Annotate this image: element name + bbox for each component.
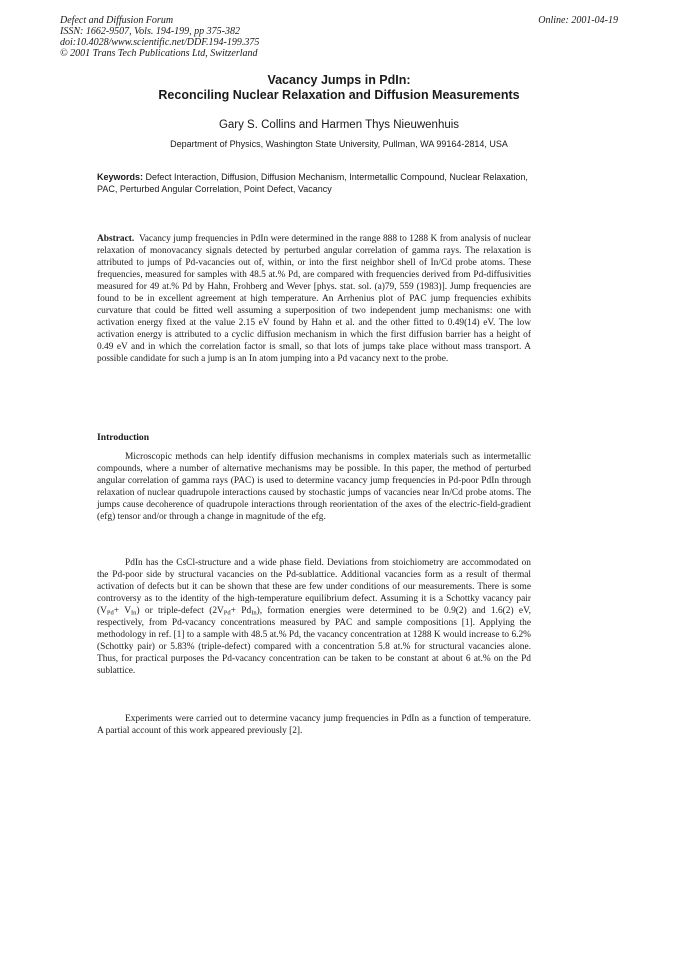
paper-title-line2: Reconciling Nuclear Relaxation and Diffusion Measurements	[158, 88, 520, 102]
issn-line: ISSN: 1662-9507, Vols. 194-199, pp 375-382	[60, 26, 240, 37]
p2-text-2: + V	[113, 606, 132, 616]
abstract-block	[97, 233, 531, 365]
abstract-label: Abstract.	[97, 234, 135, 244]
paper-title-line1: Vacancy Jumps in PdIn:	[267, 73, 411, 87]
p2-text-3: ) or triple-defect (2V	[136, 606, 224, 616]
journal-name: Defect and Diffusion Forum	[60, 15, 174, 26]
p2-sub-1: Pd	[106, 609, 114, 617]
affiliation: Department of Physics, Washington State University, Pullman, WA 99164-2814, USA	[170, 139, 508, 149]
p2-text-1: PdIn has the CsCl-structure and a wide phase field. Deviations from stoichiometry are accommodated on the Pd-poor side by structural vacancies on the Pd-sublattice. Additional vacancies form as a result of thermal activation of defects but it can be shown that these are few under conditions of our measurements. There is some controversy as to the identity of the high-temperature equilibrium defect. Assuming it is a Schottky vacancy pair (V	[97, 558, 531, 616]
copyright-line: © 2001 Trans Tech Publications Ltd, Switzerland	[60, 48, 258, 59]
keywords-block	[97, 172, 537, 195]
abstract-text: Vacancy jump frequencies in PdIn were determined in the range 888 to 1288 K from analysis of nuclear relaxation of monovacancy signals detected by perturbed angular correlation of gamma rays. The relaxation is attributed to jumps of Pd-vacancies out of, within, or into the first neighbor shell of In/Cd probe atoms. These frequencies, measured for samples with 48.5 at.% Pd, are compared with frequencies derived from Pd-diffusivities measured for 49 at.% Pd by Hahn, Frohberg and Wever [phys. stat. sol. (a)79, 559 (1983)]. Jump frequencies are found to be in excellent agreement at high temperature. An Arrhenius plot of PAC jump frequencies exhibits curvature that could be fitted well assuming a superposition of two independent jump mechanisms: one with activation energy fixed at the value 2.15 eV found by Hahn et al. and the other fitted to 0.49(14) eV. The low activation energy is attributed to a cyclic diffusion mechanism in which the first diffusion barrier has a height of 0.49 eV and in which the correlation factor is small, so that lots of jumps take place without mass transport. A possible candidate for such a jump is an In atom jumping into a Pd vacancy next to the probe.	[97, 234, 531, 364]
keywords-label: Keywords:	[97, 172, 144, 182]
p2-sub-4: In	[251, 609, 257, 617]
p2-sub-3: Pd	[223, 609, 231, 617]
journal-header	[60, 15, 420, 59]
intro-paragraph-1: Microscopic methods can help identify diffusion mechanisms in complex materials such as intermetallic compounds, where a number of alternative mechanisms may be possible. In this paper, the method of perturbed angular correlation of gamma rays (PAC) is used to determine vacancy jump frequencies in Pd-poor PdIn through relaxation of nuclear quadrupole interactions caused by stochastic jumps of vacancies near In/Cd probe atoms. The jumps cause decoherence of quadrupole interactions through reorientation of the axes of the electric-field-gradient (efg) tensor and/or through a change in magnitude of the efg.	[97, 452, 531, 522]
keywords-text: Defect Interaction, Diffusion, Diffusion Mechanism, Intermetallic Compound, Nuclear Relaxation, PAC, Perturbed Angular Correlation, Point Defect, Vacancy	[97, 172, 528, 194]
p2-sub-2: In	[131, 609, 137, 617]
section-heading-introduction: Introduction	[97, 432, 150, 443]
intro-paragraph-2	[97, 557, 531, 677]
p2-text-5: ), formation energies were determined to be 0.9(2) and 1.6(2) eV, respectively, from Pd-vacancy concentrations measured by PAC and sample compositions [1]. Applying the methodology in ref. [1] to a sample with 48.5 at.% Pd, the vacancy concentration at 1288 K would increase to 6.2% (Schottky pair) or 5.83% (triple-defect) compared with a concentration 5.8 at.% for structural vacancies alone. Thus, for practical purposes the Pd-vacancy concentration can be taken to be constant at about 6 at.% on the Pd sublattice.	[97, 606, 531, 676]
online-date: Online: 2001-04-19	[538, 15, 618, 26]
doi-link[interactable]: doi:10.4028/www.scientific.net/DDF.194-199.375	[60, 37, 260, 48]
authors: Gary S. Collins and Harmen Thys Nieuwenhuis	[218, 119, 460, 131]
p2-text-4: + Pd	[230, 606, 252, 616]
intro-paragraph-3: Experiments were carried out to determine vacancy jump frequencies in PdIn as a function of temperature. A partial account of this work appeared previously [2].	[97, 714, 531, 736]
